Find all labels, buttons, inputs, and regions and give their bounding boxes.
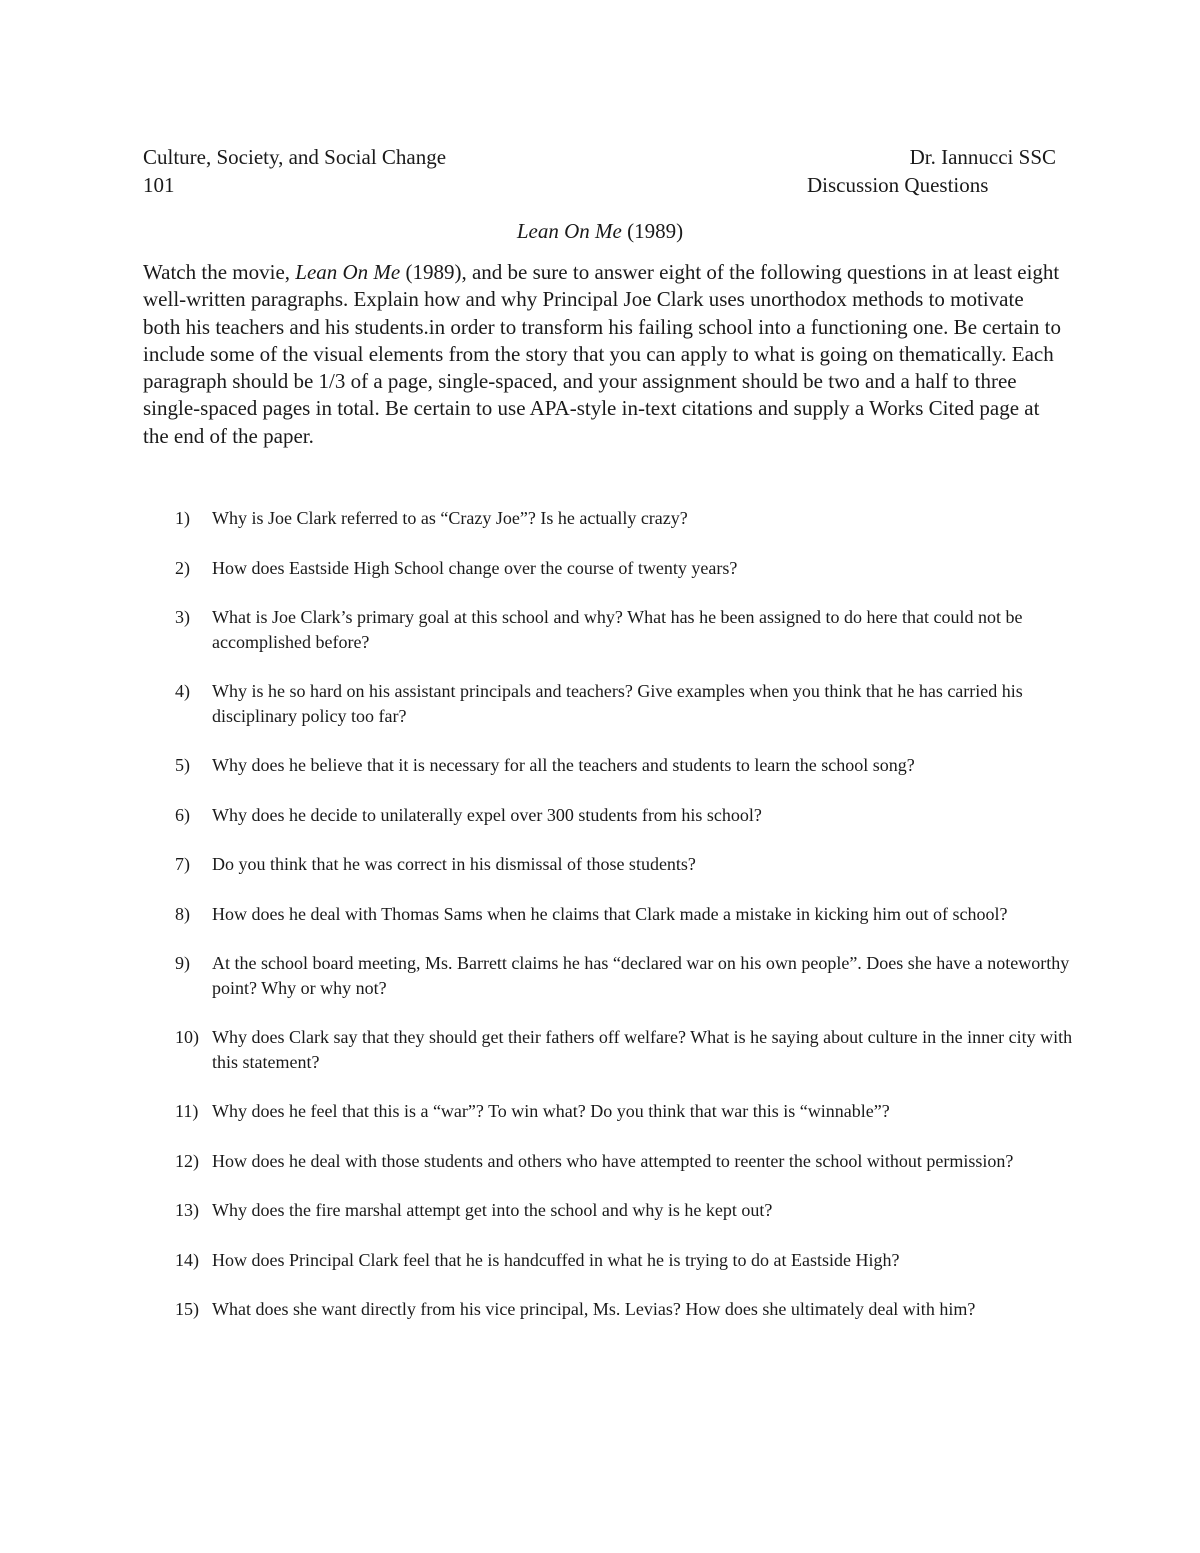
question-item <box>175 902 1075 927</box>
question-item <box>175 852 1075 877</box>
question-item <box>175 753 1075 778</box>
course-header <box>143 143 446 199</box>
question-item <box>175 1025 1075 1074</box>
question-number: 2) <box>175 557 190 578</box>
question-text: Why is Joe Clark referred to as “Crazy Joe”? Is he actually crazy? <box>212 508 688 528</box>
question-number: 12) <box>175 1150 199 1171</box>
question-text: What does she want directly from his vice principal, Ms. Levias? How does she ultimately deal with him? <box>212 1299 976 1319</box>
question-text: Why does the fire marshal attempt get into the school and why is he kept out? <box>212 1200 773 1220</box>
film-year: (1989) <box>627 219 684 243</box>
question-number: 9) <box>175 953 190 973</box>
film-title: Lean On Me <box>516 219 622 243</box>
instructor-name: Dr. Iannucci SSC <box>909 145 1056 169</box>
question-text: Why is he so hard on his assistant principals and teachers? Give examples when you think that he has carried his disciplinary policy too far? <box>212 681 1023 726</box>
question-number: 11) <box>175 1101 199 1121</box>
question-text: Why does Clark say that they should get their fathers off welfare? What is he saying about culture in the inner city with this statement? <box>212 1027 1073 1072</box>
question-text: How does he deal with Thomas Sams when he claims that Clark made a mistake in kicking him out of school? <box>212 903 1008 924</box>
question-list <box>175 506 1075 1347</box>
question-text: How does Eastside High School change over the course of twenty years? <box>212 557 738 578</box>
instructions-paragraph <box>143 259 1063 450</box>
question-number: 8) <box>175 903 190 924</box>
question-number: 13) <box>175 1200 199 1220</box>
question-number: 7) <box>175 854 190 874</box>
question-number: 14) <box>175 1249 199 1270</box>
course-number: 101 <box>143 173 175 197</box>
course-name: Culture, Society, and Social Change <box>143 145 447 169</box>
question-text: At the school board meeting, Ms. Barrett claims he has “declared war on his own people”. Does she have a noteworthy point? Why or why not? <box>212 953 1070 998</box>
question-number: 1) <box>175 508 190 528</box>
intro-part2: (1989), and be sure to answer eight of the following questions in at least eight well-written paragraphs. Explain how and why Principal Joe Clark uses unorthodox methods to motivate both his teachers and his students.in order to transform his failing school into a functioning one. Be certain to include some of the visual elements from the story that you can apply to what is going on thematically. Each paragraph should be 1/3 of a page, single-spaced, and your assignment should be two and a half to three single-spaced pages in total. Be certain to use APA-style in-text citations and supply a Works Cited page at the end of the paper. <box>143 260 1061 448</box>
question-item <box>175 1099 1075 1124</box>
question-number: 5) <box>175 755 190 775</box>
question-item <box>175 1149 1075 1174</box>
intro-film-title: Lean On Me <box>295 260 401 284</box>
question-text: Why does he believe that it is necessary for all the teachers and students to learn the school song? <box>212 755 915 775</box>
question-item <box>175 605 1075 654</box>
question-item <box>175 556 1075 581</box>
question-number: 10) <box>175 1027 199 1047</box>
question-text: Why does he feel that this is a “war”? To win what? Do you think that war this is “winnable”? <box>212 1101 890 1121</box>
question-number: 4) <box>175 681 190 701</box>
question-text: How does Principal Clark feel that he is handcuffed in what he is trying to do at Eastside High? <box>212 1249 900 1270</box>
question-item <box>175 679 1075 728</box>
question-text: Why does he decide to unilaterally expel over 300 students from his school? <box>212 804 762 825</box>
question-text: Do you think that he was correct in his dismissal of those students? <box>212 854 696 874</box>
question-text: What is Joe Clark’s primary goal at this school and why? What has he been assigned to do here that could not be accomplished before? <box>212 607 1023 652</box>
question-item <box>175 506 1075 531</box>
intro-part1: Watch the movie, <box>143 260 296 284</box>
instructor-header <box>780 143 1056 199</box>
question-item <box>175 951 1075 1000</box>
question-number: 6) <box>175 804 190 825</box>
question-item <box>175 1248 1075 1273</box>
question-number: 15) <box>175 1299 199 1319</box>
question-item <box>175 1198 1075 1223</box>
assignment-type: Discussion Questions <box>807 173 989 197</box>
document-title <box>0 217 1200 245</box>
question-number: 3) <box>175 607 190 627</box>
question-item <box>175 803 1075 828</box>
question-text: How does he deal with those students and others who have attempted to reenter the school without permission? <box>212 1150 1014 1171</box>
question-item <box>175 1297 1075 1322</box>
